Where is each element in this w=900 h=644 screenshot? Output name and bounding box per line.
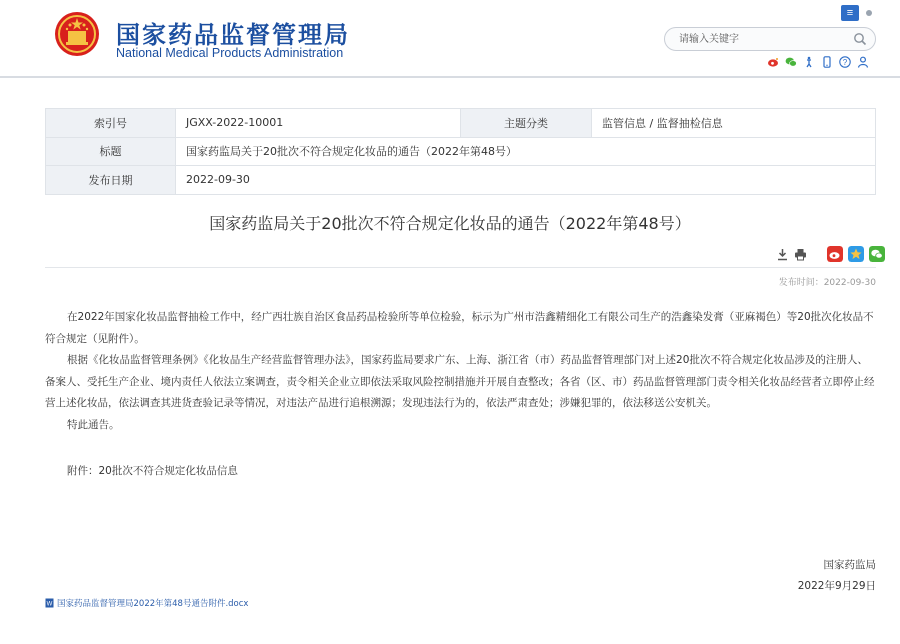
table-row [46,166,876,195]
publish-time: 发布时间：2022-09-30 [778,278,876,288]
table-row [46,109,876,138]
svg-text:W: W [46,601,53,608]
wechat-icon[interactable] [869,246,885,262]
print-icon[interactable] [794,248,807,261]
site-subtitle-en[interactable]: National Medical Products Administration [116,46,344,60]
site-title[interactable]: 国家药品监督管理局 [116,21,350,49]
date-value: 2022-09-30 [176,166,876,195]
category-label: 主题分类 [461,109,592,138]
article-body [45,307,876,436]
accessibility-icon[interactable] [803,56,815,68]
document-icon [45,598,54,608]
date-label: 发布日期 [46,166,176,195]
title-label: 标题 [46,137,176,166]
attachment-note: 附件：20批次不符合规定化妆品信息 [67,465,238,477]
sign-date: 2022年9月29日 [797,580,876,592]
category-value: 监管信息 / 监督抽检信息 [592,109,876,138]
svg-text:?: ? [842,58,848,67]
menu-badge-button[interactable]: ≡ [841,5,859,21]
signature: 国家药监局 [823,559,876,571]
title-value: 国家药监局关于20批次不符合规定化妆品的通告（2022年第48号） [176,137,876,166]
paragraph: 根据《化妆品监督管理条例》《化妆品生产经营监督管理办法》，国家药监局要求广东、上海、浙江省（市）药品监督管理部门对上述20批次不符合规定化妆品涉及的注册人、备案人、受托生产企业、境内责任人依法立案调查，责令相关企业立即依法采取风险控制措施并开展自查整改；各省（区、市）药品监督管理部门责令相关化妆品经营者立即停止经营上述化妆品，依法调查其进货查验记录等情况，对违法产品进行追根溯源；发现违法行为的，依法严肃查处；涉嫌犯罪的，依法移送公安机关。 [45,354,875,409]
download-icon[interactable] [776,248,789,261]
wechat-icon[interactable] [785,56,797,68]
attachment-link[interactable] [45,597,248,609]
index-value: JGXX-2022-10001 [176,109,461,138]
document-meta-table [45,108,876,195]
weibo-icon[interactable] [827,246,843,262]
utility-icons [767,55,869,69]
paragraph: 特此通告。 [67,418,120,431]
article-title: 国家药监局关于20批次不符合规定化妆品的通告（2022年第48号） [209,214,691,233]
paragraph: 在2022年国家化妆品监督抽检工作中，经广西壮族自治区食品药品检验所等单位检验，标示为广州市浩鑫精细化工有限公司生产的浩鑫染发膏（亚麻褐色）等20批次化妆品不符合规定（见附件）。 [45,311,874,345]
divider [45,267,876,268]
attachment-file-name[interactable]: 国家药品监督管理局2022年第48号通告附件.docx [57,599,249,609]
table-row [46,137,876,166]
article-tools [776,246,885,262]
user-icon[interactable] [857,56,869,68]
status-dot-icon [866,10,872,16]
index-label: 索引号 [46,109,176,138]
search-input[interactable] [679,31,839,47]
mobile-icon[interactable] [821,56,833,68]
national-emblem-icon[interactable] [54,11,100,57]
search-box[interactable] [664,27,876,51]
weibo-icon[interactable] [767,56,779,68]
search-icon[interactable] [853,32,867,46]
help-icon[interactable] [839,56,851,68]
site-header [0,0,900,78]
qzone-icon[interactable] [848,246,864,262]
